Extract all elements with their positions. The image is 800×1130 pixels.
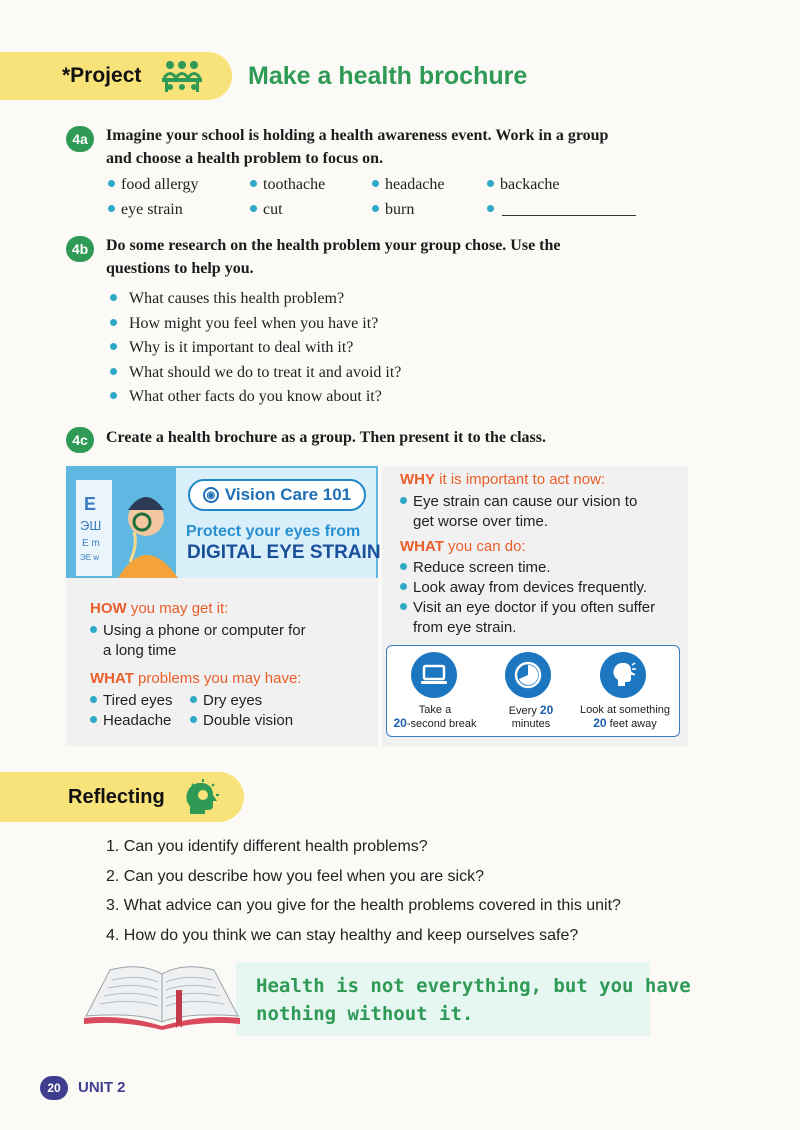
do-item: Visit an eye doctor if you often suffer (400, 598, 655, 618)
list-item: 4. How do you think we can stay healthy and keep ourselves safe? (106, 926, 579, 944)
svg-text:E: E (84, 494, 97, 514)
eye-icon: ◉ (203, 487, 219, 503)
list-item: Why is it important to deal with it? (110, 339, 401, 364)
do-item: Reduce screen time. (400, 558, 551, 578)
svg-text:ЭE w: ЭE w (80, 553, 100, 562)
task-4a-instruction-line2: and choose a health problem to focus on. (106, 150, 384, 167)
list-item: 3. What advice can you give for the health problems covered in this unit? (106, 897, 621, 914)
why-item: Eye strain can cause our vision to (400, 492, 637, 512)
list-item: 2. Can you describe how you feel when you are sick? (106, 867, 484, 885)
do-item: Look away from devices frequently. (400, 578, 647, 598)
laptop-icon (411, 652, 457, 698)
protect-line2: DIGITAL EYE STRAIN (187, 542, 381, 563)
unit-label: UNIT 2 (78, 1079, 126, 1096)
tip-interval: Every 20 minutes (508, 703, 554, 730)
problem-item: Dry eyes (190, 691, 262, 711)
quote-text: Health is not everything, but you have nothing without it. (256, 975, 691, 1025)
open-book-icon (82, 960, 242, 1030)
option-item: backache (487, 176, 560, 194)
task-badge-4a: 4a (66, 126, 94, 152)
problem-item: Tired eyes (90, 691, 172, 711)
how-item-cont: a long time (103, 642, 177, 659)
list-item: What other facts do you know about it? (110, 388, 401, 413)
how-item: Using a phone or computer for (90, 621, 306, 641)
tip-break: Take a 20-second break (393, 704, 477, 730)
task-badge-4c: 4c (66, 427, 94, 453)
svg-text:E m: E m (82, 538, 100, 549)
task-4b-instruction-line1: Do some research on the health problem your group chose. Use the (106, 237, 561, 254)
list-item: What causes this health problem? (110, 290, 401, 315)
vision-care-pill: ◉ Vision Care 101 (188, 479, 366, 511)
what-problems-heading: WHAT problems you may have: (90, 670, 302, 687)
option-item: toothache (250, 176, 325, 194)
problem-item: Headache (90, 711, 171, 731)
face-look-icon (600, 652, 646, 698)
tip-distance: Look at something 20 feet away (580, 704, 670, 730)
project-title: Make a health brochure (248, 62, 528, 90)
option-item: cut (250, 201, 283, 219)
project-label: *Project (62, 64, 142, 87)
list-item: 1. Can you identify different health problems? (106, 838, 428, 855)
list-item: What should we do to treat it and avoid it? (110, 364, 401, 389)
eye-chart-illustration (66, 466, 178, 578)
how-heading: HOW you may get it: (90, 600, 229, 617)
option-item: eye strain (108, 201, 183, 219)
task-badge-4b: 4b (66, 236, 94, 262)
fill-in-line (502, 202, 636, 216)
option-blank[interactable] (487, 201, 636, 219)
svg-text:ЭШ: ЭШ (80, 518, 102, 533)
clock-icon (505, 652, 551, 698)
reflecting-title: Reflecting (68, 786, 165, 808)
reflecting-questions (106, 838, 621, 956)
problem-item: Double vision (190, 711, 293, 731)
task-4a-instruction-line1: Imagine your school is holding a health awareness event. Work in a group (106, 127, 609, 144)
option-item: burn (372, 201, 414, 219)
option-item: headache (372, 176, 445, 194)
what-do-heading: WHAT you can do: (400, 538, 526, 555)
task-4c-instruction: Create a health brochure as a group. Then present it to the class. (106, 429, 547, 446)
research-questions (110, 290, 401, 413)
task-4b-instruction-line2: questions to help you. (106, 260, 254, 277)
option-item: food allergy (108, 176, 198, 194)
do-item-cont: from eye strain. (413, 619, 517, 636)
why-heading: WHY it is important to act now: (400, 471, 606, 488)
head-lightbulb-icon (184, 778, 222, 816)
protect-line1: Protect your eyes from (186, 523, 361, 540)
group-work-icon (160, 58, 204, 94)
why-item-cont: get worse over time. (413, 513, 549, 530)
list-item: How might you feel when you have it? (110, 315, 401, 340)
page-number: 20 (40, 1076, 68, 1100)
